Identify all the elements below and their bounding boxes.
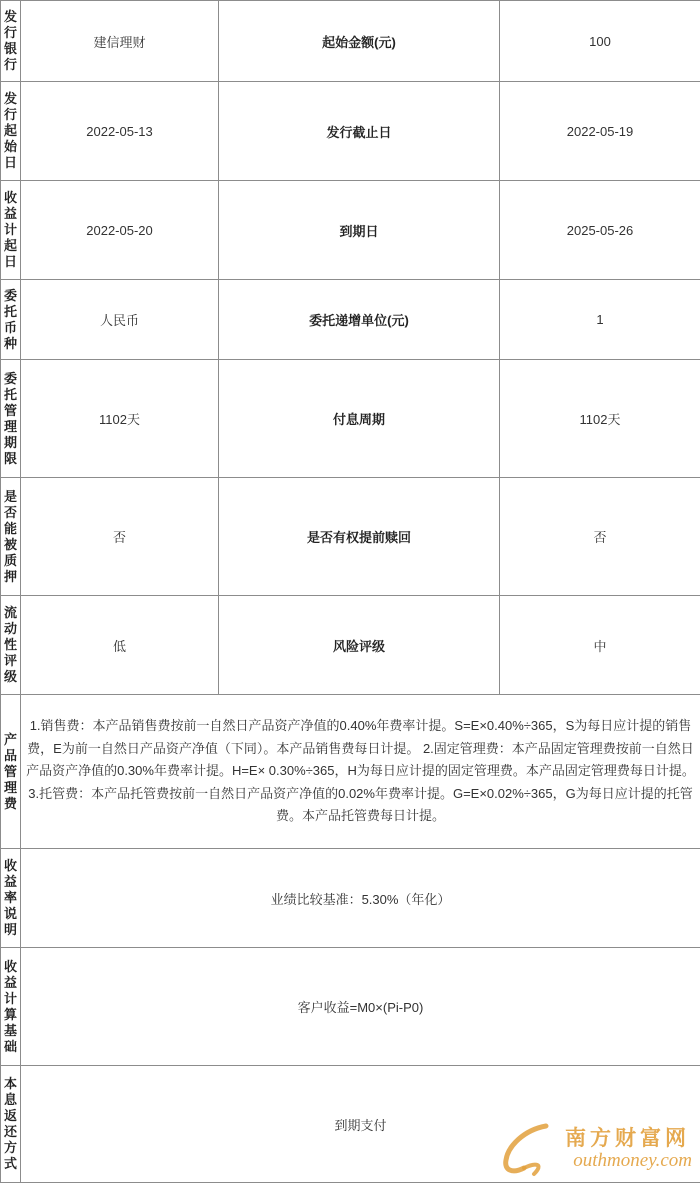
increment-value: 1	[500, 280, 700, 360]
issue-start-value: 2022-05-13	[21, 82, 219, 181]
maturity-value: 2025-05-26	[500, 181, 700, 280]
repayment-method: 到期支付	[21, 1066, 700, 1183]
watermark-brand-en: outhmoney.com	[573, 1150, 692, 1171]
term-value: 1102天	[21, 360, 219, 478]
row-label-fees: 产品管理费	[1, 695, 21, 849]
row-label-liquidity: 流动性评级	[1, 596, 21, 695]
row-label-issuer: 发行银行	[1, 1, 21, 82]
row-liquidity	[1, 596, 700, 695]
fees-description: 1.销售费：本产品销售费按前一自然日产品资产净值的0.40%年费率计提。S=E×0.40%÷365，S为每日应计提的销售费，E为前一自然日产品资产净值（下同）。本产品销售费每日计提。 2.固定管理费：本产品固定管理费按前一自然日产品资产净值的0.30%年费率计提。H=E× 0.30%÷365，H为每日应计提的固定管理费。本产品固定管理费每日计提。 3.托管费：本产品托管费按前一自然日产品资产净值的0.02%年费率计提。G=E×0.02%÷365，G为每日应计提的托管费。本产品托管费每日计提。	[21, 695, 700, 849]
row-calc-basis	[1, 948, 700, 1066]
increment-label: 委托递增单位(元)	[219, 280, 500, 360]
min-amount-value: 100	[500, 1, 700, 82]
currency-value: 人民币	[21, 280, 219, 360]
row-label-issue-start: 发行起始日	[1, 82, 21, 181]
row-label-yield: 收益率说明	[1, 849, 21, 948]
row-label-repayment: 本息返还方式	[1, 1066, 21, 1183]
row-pledge	[1, 478, 700, 596]
interest-cycle-value: 1102天	[500, 360, 700, 478]
risk-rating-label: 风险评级	[219, 596, 500, 695]
liquidity-value: 低	[21, 596, 219, 695]
issue-end-value: 2022-05-19	[500, 82, 700, 181]
row-label-pledge: 是否能被质押	[1, 478, 21, 596]
row-issue-start	[1, 82, 700, 181]
row-label-term: 委托管理期限	[1, 360, 21, 478]
row-issuer	[1, 1, 700, 82]
row-currency	[1, 280, 700, 360]
yield-description: 业绩比较基准：5.30%（年化）	[21, 849, 700, 948]
interest-cycle-label: 付息周期	[219, 360, 500, 478]
watermark-brand-cn: 南方财富网	[565, 1127, 690, 1150]
row-fees	[1, 695, 700, 849]
issuer-value: 建信理财	[21, 1, 219, 82]
watermark-swoosh-icon	[494, 1120, 554, 1178]
row-label-accrual-start: 收益计起日	[1, 181, 21, 280]
early-redemption-label: 是否有权提前赎回	[219, 478, 500, 596]
calc-basis-formula: 客户收益=M0×(Pi-P0)	[21, 948, 700, 1066]
southmoney-watermark	[494, 1120, 694, 1178]
issue-end-label: 发行截止日	[219, 82, 500, 181]
early-redemption-value: 否	[500, 478, 700, 596]
min-amount-label: 起始金额(元)	[219, 1, 500, 82]
row-term	[1, 360, 700, 478]
accrual-start-value: 2022-05-20	[21, 181, 219, 280]
row-label-calc-basis: 收益计算基础	[1, 948, 21, 1066]
risk-rating-value: 中	[500, 596, 700, 695]
row-yield	[1, 849, 700, 948]
row-label-currency: 委托币种	[1, 280, 21, 360]
row-accrual-start	[1, 181, 700, 280]
maturity-label: 到期日	[219, 181, 500, 280]
pledge-value: 否	[21, 478, 219, 596]
